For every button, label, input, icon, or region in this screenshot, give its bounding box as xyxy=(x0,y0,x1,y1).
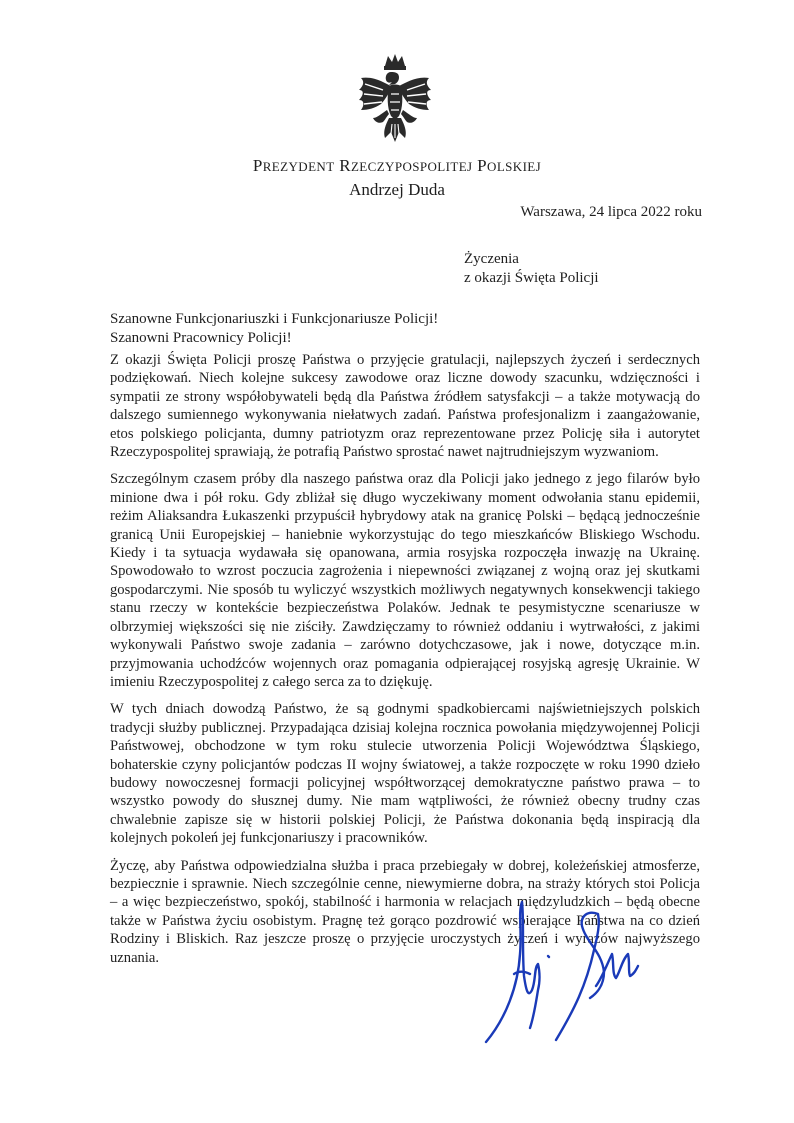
office-title-word: REZYDENT xyxy=(262,159,335,174)
body-paragraph: Życzę, aby Państwa odpowiedzialna służba i praca przebiegały w dobrej, koleżeńskiej atmosferze, bezpiecznie i sprawnie. Niech szczególnie cenne, niewymierne dobra, na straży których stoi Policja – a więc bezpieczeństwo, spokój, stabilność i harmonia w relacjach międzyludzkich – będą obecne także w Państwa życiu osobistym. Pragnę też gorąco pozdrowić wspierające Państwa na co dzień Rodziny i Bliskich. Raz jeszcze proszę o przyjęcie uroczystych życzeń i wyrazów najwyższego uznania. xyxy=(110,857,700,966)
office-title-initial: P xyxy=(477,156,488,175)
subject-line-2: z okazji Święta Policji xyxy=(464,270,599,286)
salutation-line-2: Szanowni Pracownicy Policji! xyxy=(110,330,292,346)
letter-header xyxy=(0,155,794,201)
date-line: Warszawa, 24 lipca 2022 roku xyxy=(520,204,702,220)
office-title-initial: R xyxy=(339,156,351,175)
salutation-line-1: Szanowne Funkcjonariuszki i Funkcjonariusze Policji! xyxy=(110,311,439,327)
handwritten-signature-icon xyxy=(478,890,648,1050)
letter-subject xyxy=(464,250,599,288)
letter-body xyxy=(110,351,700,976)
polish-eagle-emblem-icon xyxy=(355,52,435,148)
office-title-word: OLSKIEJ xyxy=(487,159,542,174)
office-title-word: ZECZYPOSPOLITEJ xyxy=(350,159,473,174)
subject-line-1: Życzenia xyxy=(464,251,519,267)
body-paragraph: W tych dniach dowodzą Państwo, że są godnymi spadkobiercami najświetniejszych polskich tradycji służby publicznej. Przypadająca dzisiaj kolejna rocznica powołania międzywojennej Policji Państwowej, obchodzone w tym roku stulecie utworzenia Policji Województwa Śląskiego, bohaterskie czyny policjantów podczas II wojny światowej, a także rozpoczęte w roku 1990 dzieło budowy nowoczesnej formacji policyjnej współtworzącej demokratyczne państwo prawa – to wszystko powody do słusznej dumy. Nie mam wątpliwości, że również obecny trudny czas chwalebnie zapisze się w historii polskiej Policji, że Państwa dokonania będą inspiracją dla kolejnych pokoleń jej funkcjonariuszy i pracowników. xyxy=(110,701,700,847)
signature-strokes xyxy=(486,902,638,1042)
president-name: Andrzej Duda xyxy=(349,180,445,199)
office-title-initial: P xyxy=(252,156,263,175)
office-title xyxy=(0,155,794,178)
body-paragraph: Z okazji Święta Policji proszę Państwa o przyjęcie gratulacji, najlepszych życzeń i serdecznych podziękowań. Niech kolejne sukcesy zawodowe oraz liczne dowody szacunku, wdzięczności i sympatii ze strony współobywateli będą dla Państwa źródłem satysfakcji – a także motywacją do dalszego sumiennego wykonywania niełatwych zadań. Państwa profesjonalizm i zaangażowanie, etos polskiego policjanta, dumny patriotyzm oraz reprezentowane przez Policję siła i autorytet Rzeczypospolitej sprawiają, że potrafią Państwo sprostać nawet najtrudniejszym wyzwaniom. xyxy=(110,352,700,461)
body-paragraph: Szczególnym czasem próby dla naszego państwa oraz dla Policji jako jednego z jego filarów było minione dwa i pół roku. Gdy zbliżał się długo wyczekiwany moment odwołania stanu epidemii, reżim Aliaksandra Łukaszenki przypuścił hybrydowy atak na granicę Polski – będącą jednocześnie granicą Unii Europejskiej – haniebnie wykorzystując do tego mieszkańców Bliskiego Wschodu. Kiedy i ta sytuacja wydawała się opanowana, armia rosyjska rozpoczęła inwazję na Ukrainę. Spowodowało to wzrost poczucia zagrożenia i niepewności związanej z wojną oraz jej skutkami gospodarczymi. Nie sposób tu wyliczyć wszystkich możliwych negatywnych konsekwencji takiego stanu rzeczy w kontekście bezpieczeństwa Polaków. Jednak te pesymistyczne scenariusze w olbrzymiej większości się nie ziściły. Zawdzięczamy to również oddaniu i wytrwałości, z jakimi wykonywali Państwo swoje zadania – zarówno dotychczasowe, jak i nowe, dotyczące m.in. przyjmowania uchodźców wojennych oraz pomagania odpierającej rosyjską agresję Ukrainie. W imieniu Rzeczypospolitej z całego serca za to dziękuję. xyxy=(110,471,700,690)
salutation xyxy=(110,310,438,348)
